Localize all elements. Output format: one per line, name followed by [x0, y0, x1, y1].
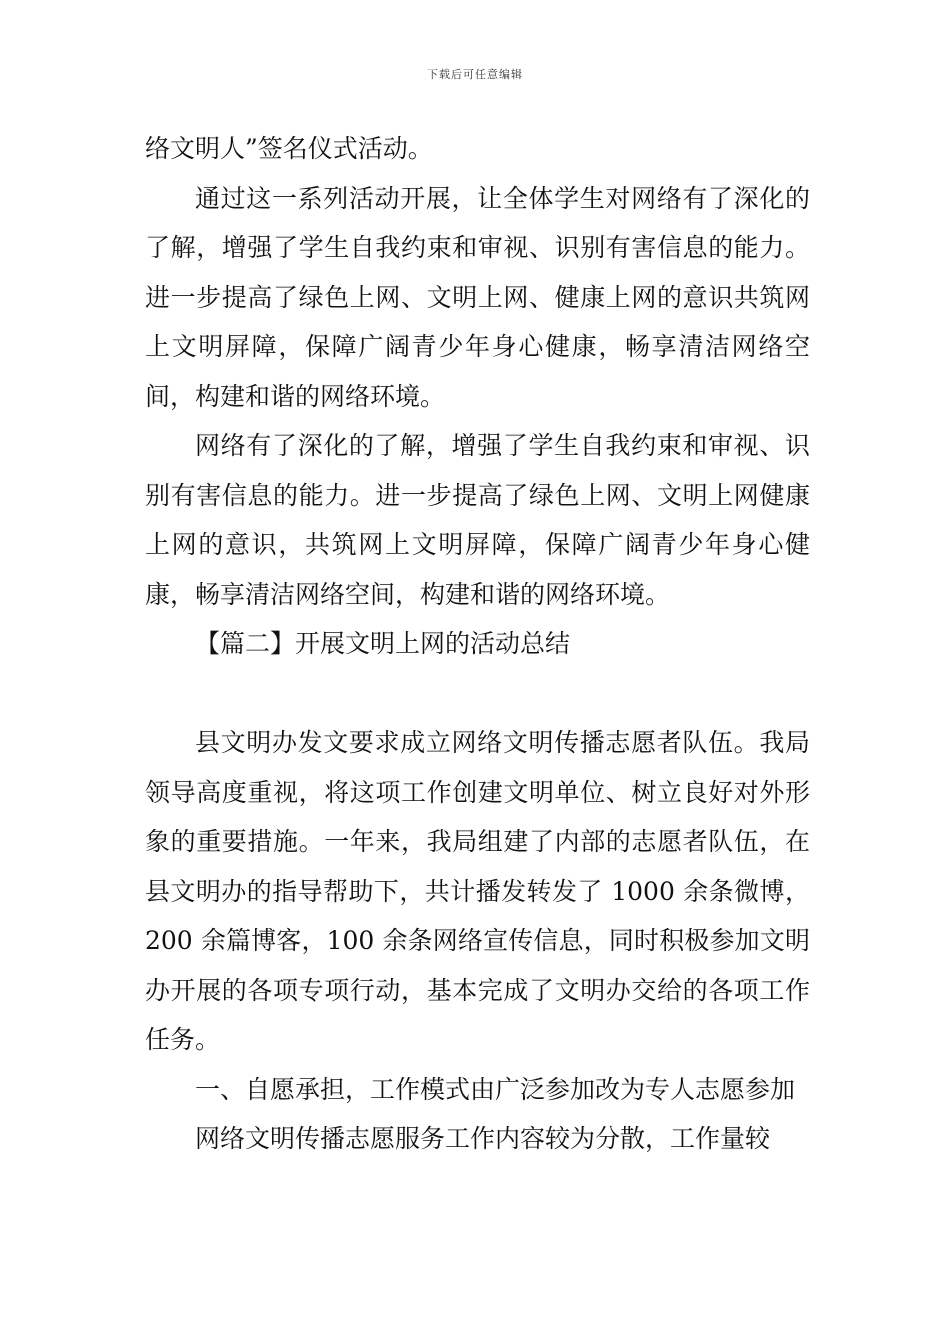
blank-line — [145, 669, 810, 719]
paragraph-activity-summary: 通过这一系列活动开展，让全体学生对网络有了深化的了解，增强了学生自我约束和审视、识别有害信息的能力。进一步提高了绿色上网、文明上网、健康上网的意识共筑网上文明屏障，保障广阔青少年身心健康，畅享清洁网络空间，构建和谐的网络环境。 — [145, 183, 810, 411]
page-header-note: 下载后可任意编辑 — [427, 68, 523, 81]
paragraph-volunteer-team: 县文明办发文要求成立网络文明传播志愿者队伍。我局领导高度重视，将这项工作创建文明单位、树立良好对外形象的重要措施。一年来，我局组建了内部的志愿者队伍，在县文明办的指导帮助下，共计播发转发了 1000 余条微博，200 余篇博客，100 余条网络宣传信息，同时积极参加文明办开展的各项专项行动，基本完成了文明办交给的各项工作任务。 — [145, 728, 810, 1054]
paragraph-continuation: 络文明人”签名仪式活动。 — [145, 134, 433, 163]
paragraph-network-awareness: 网络有了深化的了解，增强了学生自我约束和审视、识别有害信息的能力。进一步提高了绿色上网、文明上网健康上网的意识，共筑网上文明屏障，保障广阔青少年身心健康，畅享清洁网络空间，构建和谐的网络环境。 — [145, 431, 810, 609]
paragraph-point-one: 一、自愿承担，工作模式由广泛参加改为专人志愿参加 — [195, 1074, 796, 1104]
document-body — [145, 124, 810, 1164]
paragraph-service-content: 网络文明传播志愿服务工作内容较为分散，工作量较 — [195, 1124, 771, 1153]
section-title: 【篇二】开展文明上网的活动总结 — [195, 629, 571, 658]
